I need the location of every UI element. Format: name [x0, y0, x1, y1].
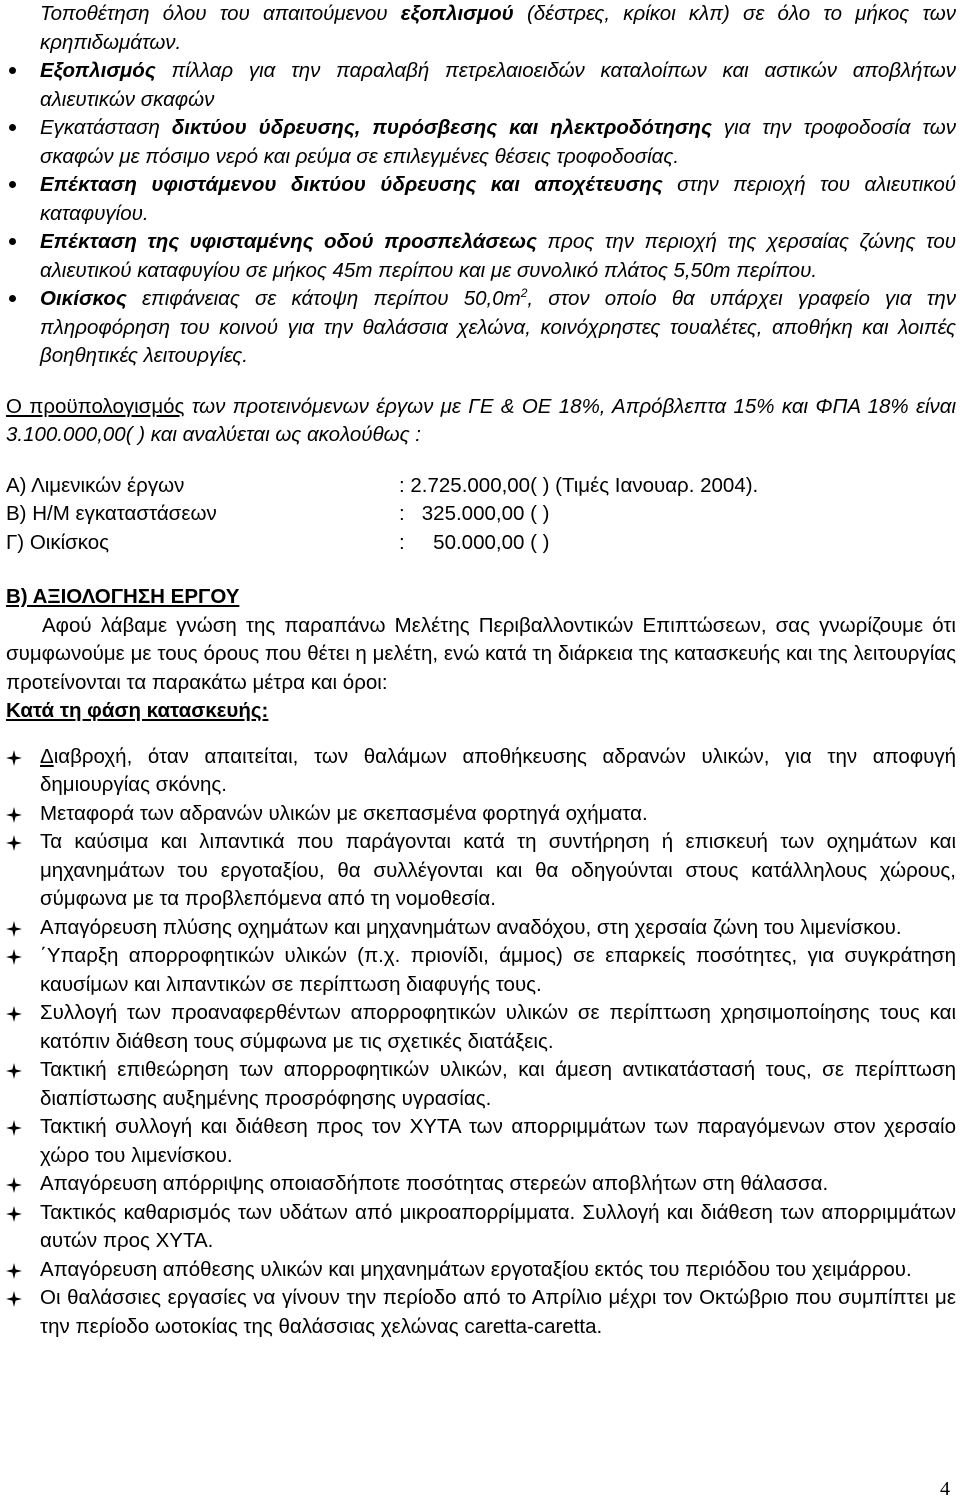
cost-breakdown [6, 472, 956, 558]
measure-item [6, 999, 956, 1056]
list-item: Εξοπλισμός πίλλαρ για την παραλαβή πετρελαιοειδών καταλοίπων και αστικών αποβλήτων αλιευτικών σκαφών [6, 57, 956, 114]
measure-item [6, 1113, 956, 1170]
section-title: Β) ΑΞΙΟΛΟΓΗΣΗ ΕΡΓΟΥ [6, 585, 240, 608]
cost-row: Γ) Οικίσκος : 50.000,00 ( ) [6, 530, 550, 554]
cost-row: Α) Λιμενικών έργων : 2.725.000,00( ) (Τιμές Ιανουαρ. 2004). [6, 473, 759, 497]
measure-item [6, 800, 956, 829]
measure-text: Τακτικός καθαρισμός των υδάτων από μικροαπορρίμματα. Συλλογή και διάθεση των απορριμμάτων αυτών προς ΧΥΤΑ. [40, 1200, 956, 1252]
measure-text: Τα καύσιμα και λιπαντικά που παράγονται κατά τη συντήρηση ή επισκευή των οχημάτων και μηχανημάτων του εργοταξίου, θα συλλέγονται και θα οδηγούνται στους κατάλληλους χώρους, σύμφωνα με τα προβλεπόμενα από τη νομοθεσία. [40, 830, 956, 910]
measure-item [6, 1199, 956, 1256]
phase-title: Κατά τη φάση κατασκευής: [6, 699, 269, 722]
diamond-bullet-icon [6, 1006, 22, 1022]
continued-bullet-pre: Τοποθέτηση όλου του απαιτούμενου [40, 2, 401, 25]
intro-paragraph: Αφού λάβαμε γνώση της παραπάνω Μελέτης Περιβαλλοντικών Επιπτώσεων, σας γνωρίζουμε ότι συμφωνούμε με τους όρους που θέτει η μελέτη, ενώ κατά τη διάρκεια της κατασκευής και της λειτουργίας προτείνονται τα παρακάτω μέτρα και όροι: [6, 613, 956, 694]
measure-text: Τακτική επιθεώρηση των απορροφητικών υλικών, και άμεση αντικατάστασή τους, σε περίπτωση διαπίστωσης αυξημένης προσρόφησης υγρασίας. [40, 1058, 956, 1110]
list-item: Οικίσκος επιφάνειας σε κάτοψη περίπου $50,0m^2$, στον οποίο θα υπάρχει γραφείο για την πληροφόρηση του κοινού για την θαλάσσια χελώνα, κοινόχρηστες τουαλέτες, αποθήκη και λοιπές βοηθητικές λειτουργίες. [6, 285, 956, 371]
measure-text: Απαγόρευση απόθεσης υλικών και μηχανημάτων εργοταξίου εκτός του περιόδου του χειμάρρου. [40, 1257, 912, 1281]
measure-text: ΄Υπαρξη απορροφητικών υλικών (π.χ. πριονίδι, άμμος) σε επαρκείς ποσότητες, για συγκράτηση καυσίμων και λιπαντικών σε περίπτωση διαφυγής τους. [40, 944, 956, 996]
measure-text: Συλλογή των προαναφερθέντων απορροφητικών υλικών σε περίπτωση χρησιμοποίησης τους και κατόπιν διάθεση τους σύμφωνα με τις σχετικές διατάξεις. [40, 1001, 956, 1053]
diamond-bullet-icon [6, 1206, 22, 1222]
works-bullet-list [6, 57, 956, 371]
measure-text: Διαβροχή, όταν απαιτείται, των θαλάμων αποθήκευσης αδρανών υλικών, για την αποφυγή δημιουργίας σκόνης. [40, 744, 956, 796]
diamond-bullet-icon [6, 921, 22, 937]
diamond-bullet-icon [6, 1177, 22, 1193]
diamond-bullet-icon [6, 807, 22, 823]
measures-list [6, 743, 956, 1342]
cost-row: Β) Η/Μ εγκαταστάσεων : 325.000,00 ( ) [6, 502, 550, 525]
continued-bullet-bold: εξοπλισμού [400, 2, 514, 25]
measure-item [6, 1284, 956, 1341]
bullet-dot-icon [9, 238, 16, 245]
measure-item [6, 942, 956, 999]
measure-text: Οι θαλάσσιες εργασίες να γίνουν την περίοδο από το Απρίλιο μέχρι τον Οκτώβριο που συμπίπτει με την περίοδο ωοτοκίας της θαλάσσιας χελώνας caretta-caretta. [40, 1286, 956, 1338]
measure-item [6, 914, 956, 943]
list-item: Επέκταση της υφισταμένης οδού προσπελάσεως προς την περιοχή της χερσαίας ζώνης του αλιευτικού καταφυγίου σε μήκος 45m περίπου και με συνολικό πλάτος 5,50m περίπου. [6, 228, 956, 285]
diamond-bullet-icon [6, 835, 22, 851]
continued-bullet-text [6, 0, 956, 57]
bullet-dot-icon [9, 67, 16, 74]
continued-bullet-post: (δέστρες, κρίκοι κλπ) σε όλο το μήκος των κρηπιδωμάτων. [40, 2, 956, 54]
bullet-dot-icon [9, 124, 16, 131]
diamond-bullet-icon [6, 1063, 22, 1079]
measure-item [6, 1056, 956, 1113]
measure-text: Μεταφορά των αδρανών υλικών με σκεπασμένα φορτηγά οχήματα. [40, 801, 648, 825]
bullet-dot-icon [9, 181, 16, 188]
bullet-dot-icon [9, 295, 16, 302]
measure-item [6, 1170, 956, 1199]
measure-text: Απαγόρευση πλύσης οχημάτων και μηχανημάτων αναδόχου, στη χερσαία ζώνη του λιμενίσκου. [40, 915, 902, 939]
measure-text: Τακτική συλλογή και διάθεση προς τον ΧΥΤΑ των απορριμμάτων των παραγόμενων στον χερσαίο χώρο του λιμενίσκου. [40, 1115, 956, 1167]
measure-text: Απαγόρευση απόρριψης οποιασδήποτε ποσότητας στερεών αποβλήτων στη θάλασσα. [40, 1172, 829, 1195]
measure-item [6, 828, 956, 914]
document-page [6, 0, 956, 1341]
list-item: Εγκατάσταση δικτύου ύδρευσης, πυρόσβεσης και ηλεκτροδότησης για την τροφοδοσία των σκαφών με πόσιμο νερό και ρεύμα σε επιλεγμένες θέσεις τροφοδοσίας. [6, 114, 956, 171]
list-item: Επέκταση υφιστάμενου δικτύου ύδρευσης και αποχέτευσης στην περιοχή του αλιευτικού καταφυγίου. [6, 171, 956, 228]
measure-item [6, 743, 956, 800]
page-number: 4 [940, 1478, 950, 1500]
diamond-bullet-icon [6, 1263, 22, 1279]
diamond-bullet-icon [6, 1120, 22, 1136]
diamond-bullet-icon [6, 949, 22, 965]
diamond-bullet-icon [6, 1291, 22, 1307]
measure-item [6, 1256, 956, 1285]
budget-paragraph: Ο προϋπολογισμός των προτεινόμενων έργων με ΓΕ & ΟΕ 18%, Απρόβλεπτα 15% και ΦΠΑ 18% είναι 3.100.000,00( ) και αναλύεται ως ακολούθως : [6, 394, 957, 446]
diamond-bullet-icon [6, 750, 22, 766]
